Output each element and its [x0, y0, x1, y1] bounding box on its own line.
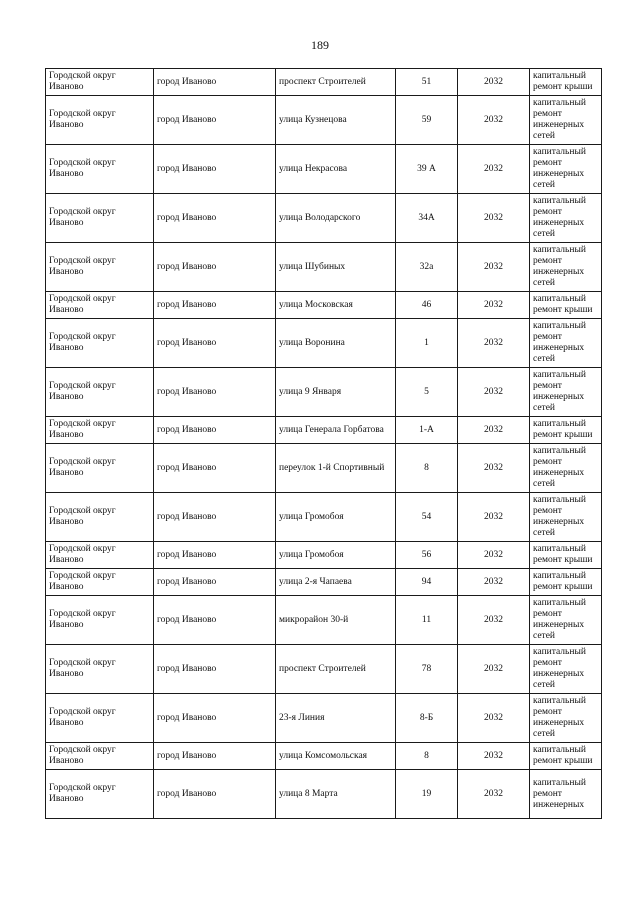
- table-row: [46, 319, 602, 368]
- cell-house-number: 56: [396, 542, 458, 569]
- cell-work-type: капитальный ремонт инженерных сетей: [530, 694, 602, 743]
- cell-street: улица Воронина: [276, 319, 396, 368]
- cell-work-type: капитальный ремонт крыши: [530, 292, 602, 319]
- cell-street: улица 9 Января: [276, 368, 396, 417]
- cell-year: 2032: [458, 694, 530, 743]
- cell-year: 2032: [458, 542, 530, 569]
- cell-district: Городской округ Иваново: [46, 368, 154, 417]
- cell-work-type: капитальный ремонт инженерных сетей: [530, 645, 602, 694]
- cell-city: город Иваново: [154, 96, 276, 145]
- cell-city: город Иваново: [154, 596, 276, 645]
- cell-street: улица Некрасова: [276, 145, 396, 194]
- cell-house-number: 5: [396, 368, 458, 417]
- table-row: [46, 694, 602, 743]
- cell-work-type: капитальный ремонт инженерных сетей: [530, 319, 602, 368]
- cell-district: Городской округ Иваново: [46, 444, 154, 493]
- cell-street: микрорайон 30-й: [276, 596, 396, 645]
- cell-city: город Иваново: [154, 569, 276, 596]
- cell-city: город Иваново: [154, 770, 276, 819]
- table-row: [46, 194, 602, 243]
- cell-street: переулок 1-й Спортивный: [276, 444, 396, 493]
- cell-district: Городской округ Иваново: [46, 194, 154, 243]
- cell-year: 2032: [458, 444, 530, 493]
- cell-house-number: 1: [396, 319, 458, 368]
- cell-house-number: 19: [396, 770, 458, 819]
- page-number: 189: [311, 38, 329, 52]
- cell-street: улица Комсомольская: [276, 743, 396, 770]
- cell-street: улица Московская: [276, 292, 396, 319]
- table-row: [46, 145, 602, 194]
- table-row: [46, 645, 602, 694]
- cell-work-type: капитальный ремонт инженерных сетей: [530, 596, 602, 645]
- table-row: [46, 292, 602, 319]
- cell-house-number: 1-А: [396, 417, 458, 444]
- cell-year: 2032: [458, 743, 530, 770]
- table-body: [46, 69, 602, 819]
- cell-city: город Иваново: [154, 743, 276, 770]
- cell-district: Городской округ Иваново: [46, 243, 154, 292]
- cell-work-type: капитальный ремонт инженерных сетей: [530, 368, 602, 417]
- table-row: [46, 770, 602, 819]
- table-row: [46, 743, 602, 770]
- repair-schedule-table: [45, 68, 602, 819]
- cell-city: город Иваново: [154, 319, 276, 368]
- table-row: [46, 542, 602, 569]
- cell-district: Городской округ Иваново: [46, 417, 154, 444]
- table-row: [46, 243, 602, 292]
- cell-house-number: 34А: [396, 194, 458, 243]
- cell-district: Городской округ Иваново: [46, 493, 154, 542]
- cell-street: проспект Строителей: [276, 69, 396, 96]
- cell-street: улица Шубиных: [276, 243, 396, 292]
- cell-house-number: 39 А: [396, 145, 458, 194]
- cell-street: улица Володарского: [276, 194, 396, 243]
- cell-house-number: 46: [396, 292, 458, 319]
- table-row: [46, 493, 602, 542]
- cell-district: Городской округ Иваново: [46, 96, 154, 145]
- table-row: [46, 417, 602, 444]
- table-row: [46, 569, 602, 596]
- cell-work-type: капитальный ремонт инженерных сетей: [530, 493, 602, 542]
- cell-house-number: 51: [396, 69, 458, 96]
- cell-city: город Иваново: [154, 145, 276, 194]
- cell-year: 2032: [458, 319, 530, 368]
- cell-house-number: 8-Б: [396, 694, 458, 743]
- cell-year: 2032: [458, 96, 530, 145]
- cell-city: город Иваново: [154, 194, 276, 243]
- cell-street: проспект Строителей: [276, 645, 396, 694]
- cell-work-type: капитальный ремонт инженерных сетей: [530, 145, 602, 194]
- cell-city: город Иваново: [154, 493, 276, 542]
- cell-year: 2032: [458, 243, 530, 292]
- cell-district: Городской округ Иваново: [46, 645, 154, 694]
- cell-street: улица 2-я Чапаева: [276, 569, 396, 596]
- cell-work-type: капитальный ремонт инженерных: [530, 770, 602, 819]
- cell-work-type: капитальный ремонт крыши: [530, 417, 602, 444]
- cell-city: город Иваново: [154, 368, 276, 417]
- cell-work-type: капитальный ремонт инженерных сетей: [530, 444, 602, 493]
- cell-year: 2032: [458, 292, 530, 319]
- cell-house-number: 8: [396, 444, 458, 493]
- cell-house-number: 8: [396, 743, 458, 770]
- cell-year: 2032: [458, 493, 530, 542]
- cell-year: 2032: [458, 417, 530, 444]
- cell-street: улица Громобоя: [276, 542, 396, 569]
- cell-year: 2032: [458, 596, 530, 645]
- cell-year: 2032: [458, 69, 530, 96]
- table-row: [46, 596, 602, 645]
- cell-street: улица 8 Марта: [276, 770, 396, 819]
- cell-street: улица Генерала Горбатова: [276, 417, 396, 444]
- cell-work-type: капитальный ремонт инженерных сетей: [530, 243, 602, 292]
- cell-district: Городской округ Иваново: [46, 69, 154, 96]
- cell-city: город Иваново: [154, 694, 276, 743]
- cell-work-type: капитальный ремонт крыши: [530, 542, 602, 569]
- cell-house-number: 94: [396, 569, 458, 596]
- cell-work-type: капитальный ремонт крыши: [530, 69, 602, 96]
- cell-city: город Иваново: [154, 542, 276, 569]
- table-row: [46, 69, 602, 96]
- cell-street: 23-я Линия: [276, 694, 396, 743]
- cell-district: Городской округ Иваново: [46, 145, 154, 194]
- cell-year: 2032: [458, 770, 530, 819]
- cell-year: 2032: [458, 194, 530, 243]
- cell-year: 2032: [458, 645, 530, 694]
- cell-district: Городской округ Иваново: [46, 542, 154, 569]
- cell-house-number: 11: [396, 596, 458, 645]
- cell-house-number: 32а: [396, 243, 458, 292]
- cell-city: город Иваново: [154, 69, 276, 96]
- cell-district: Городской округ Иваново: [46, 770, 154, 819]
- cell-district: Городской округ Иваново: [46, 743, 154, 770]
- cell-city: город Иваново: [154, 243, 276, 292]
- cell-district: Городской округ Иваново: [46, 569, 154, 596]
- cell-work-type: капитальный ремонт крыши: [530, 569, 602, 596]
- cell-district: Городской округ Иваново: [46, 694, 154, 743]
- table-row: [46, 96, 602, 145]
- cell-city: город Иваново: [154, 444, 276, 493]
- cell-district: Городской округ Иваново: [46, 292, 154, 319]
- cell-street: улица Громобоя: [276, 493, 396, 542]
- cell-city: город Иваново: [154, 292, 276, 319]
- cell-year: 2032: [458, 145, 530, 194]
- cell-house-number: 54: [396, 493, 458, 542]
- table-row: [46, 368, 602, 417]
- cell-work-type: капитальный ремонт инженерных сетей: [530, 194, 602, 243]
- cell-city: город Иваново: [154, 417, 276, 444]
- cell-work-type: капитальный ремонт крыши: [530, 743, 602, 770]
- cell-district: Городской округ Иваново: [46, 596, 154, 645]
- cell-district: Городской округ Иваново: [46, 319, 154, 368]
- cell-house-number: 78: [396, 645, 458, 694]
- cell-work-type: капитальный ремонт инженерных сетей: [530, 96, 602, 145]
- cell-street: улица Кузнецова: [276, 96, 396, 145]
- cell-city: город Иваново: [154, 645, 276, 694]
- cell-house-number: 59: [396, 96, 458, 145]
- table-row: [46, 444, 602, 493]
- cell-year: 2032: [458, 368, 530, 417]
- cell-year: 2032: [458, 569, 530, 596]
